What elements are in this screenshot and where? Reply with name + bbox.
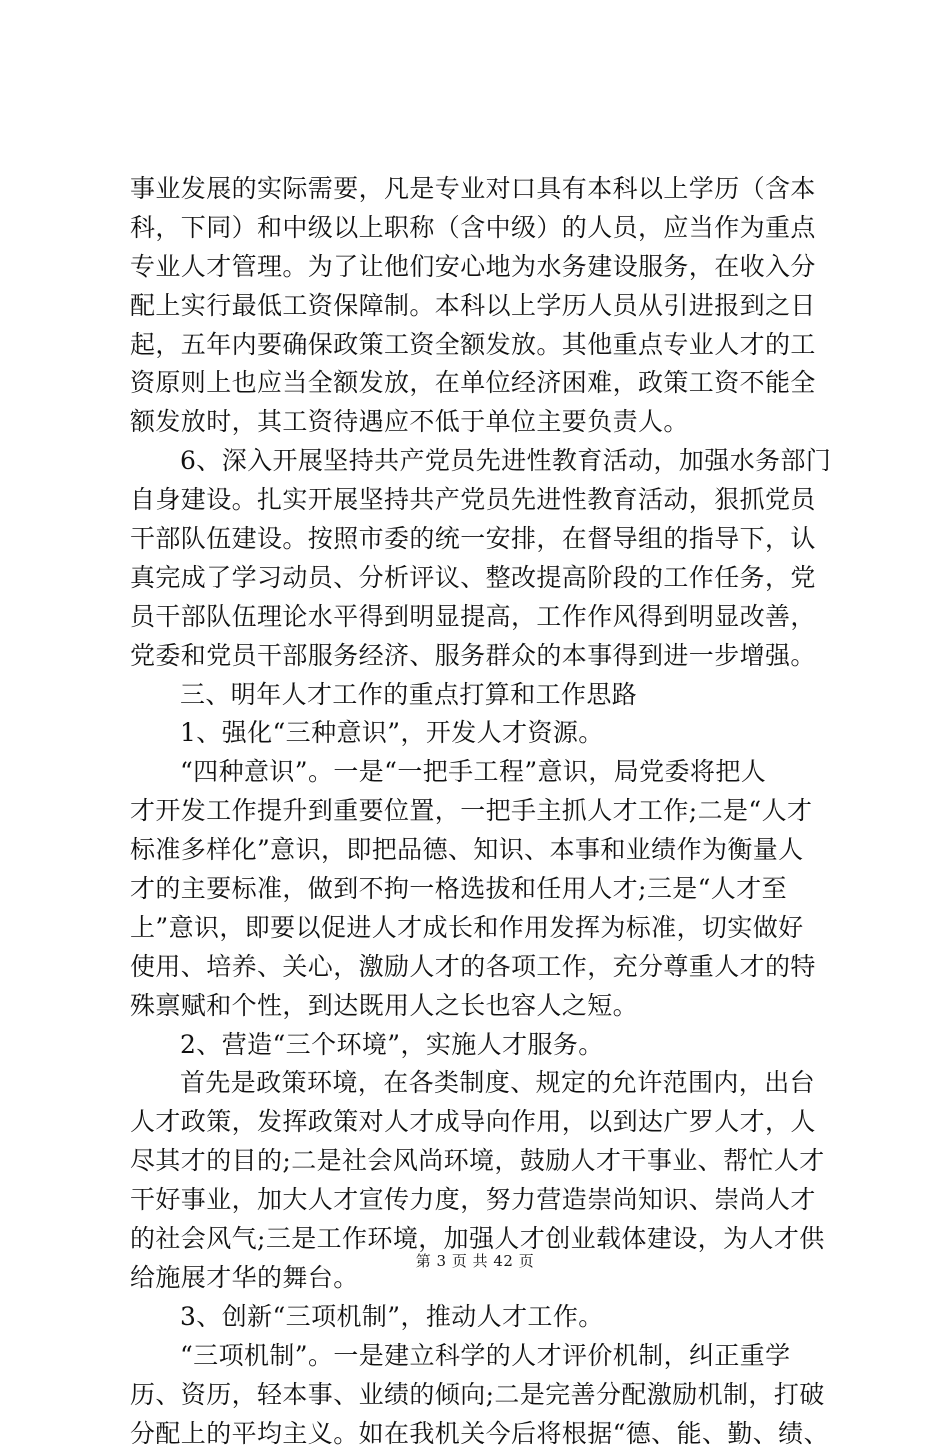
- text-line: 事业发展的实际需要，凡是专业对口具有本科以上学历（含本: [130, 170, 830, 209]
- text-line: 历、资历，轻本事、业绩的倾向;二是完善分配激励机制，打破: [130, 1376, 830, 1415]
- text-line: 干好事业，加大人才宣传力度，努力营造崇尚知识、崇尚人才: [130, 1181, 830, 1220]
- section-heading: 三、明年人才工作的重点打算和工作思路: [130, 676, 830, 715]
- text-line: 党委和党员干部服务经济、服务群众的本事得到进一步增强。: [130, 637, 830, 676]
- text-line: 自身建设。扎实开展坚持共产党员先进性教育活动，狠抓党员: [130, 481, 830, 520]
- text-line: 使用、培养、关心，激励人才的各项工作，充分尊重人才的特: [130, 948, 830, 987]
- paragraph-start-line: “三项机制”。一是建立科学的人才评价机制，纠正重学: [130, 1337, 830, 1376]
- text-line: 殊禀赋和个性，到达既用人之长也容人之短。: [130, 987, 830, 1026]
- text-line: 专业人才管理。为了让他们安心地为水务建设服务，在收入分: [130, 248, 830, 287]
- text-line: 才的主要标准，做到不拘一格选拔和任用人才;三是“人才至: [130, 870, 830, 909]
- text-line: 配上实行最低工资保障制。本科以上学历人员从引进报到之日: [130, 287, 830, 326]
- text-line: 的社会风气;三是工作环境，加强人才创业载体建设，为人才供: [130, 1220, 830, 1259]
- paragraph-start-line: 6、深入开展坚持共产党员先进性教育活动，加强水务部门: [130, 442, 830, 481]
- text-line: 尽其才的目的;二是社会风尚环境，鼓励人才干事业、帮忙人才: [130, 1142, 830, 1181]
- text-line: 额发放时，其工资待遇应不低于单位主要负责人。: [130, 403, 830, 442]
- text-line: 上”意识，即要以促进人才成长和作用发挥为标准，切实做好: [130, 909, 830, 948]
- paragraph-start-line: “四种意识”。一是“一把手工程”意识，局党委将把人: [130, 753, 830, 792]
- subsection-heading: 2、营造“三个环境”，实施人才服务。: [130, 1026, 830, 1065]
- text-line: 资原则上也应当全额发放，在单位经济困难，政策工资不能全: [130, 364, 830, 403]
- text-line: 员干部队伍理论水平得到明显提高，工作作风得到明显改善，: [130, 598, 830, 637]
- text-line: 标准多样化”意识，即把品德、知识、本事和业绩作为衡量人: [130, 831, 830, 870]
- subsection-heading: 1、强化“三种意识”，开发人才资源。: [130, 714, 830, 753]
- text-line: 人才政策，发挥政策对人才成导向作用，以到达广罗人才，人: [130, 1103, 830, 1142]
- text-line: 才开发工作提升到重要位置，一把手主抓人才工作;二是“人才: [130, 792, 830, 831]
- text-line: 科，下同）和中级以上职称（含中级）的人员，应当作为重点: [130, 209, 830, 248]
- text-line: 分配上的平均主义。如在我机关今后将根据“德、能、勤、绩、: [130, 1415, 830, 1453]
- text-line: 干部队伍建设。按照市委的统一安排，在督导组的指导下，认: [130, 520, 830, 559]
- text-line: 起，五年内要确保政策工资全额发放。其他重点专业人才的工: [130, 326, 830, 365]
- page-number-footer: 第 3 页 共 42 页: [0, 1250, 950, 1271]
- subsection-heading: 3、创新“三项机制”，推动人才工作。: [130, 1298, 830, 1337]
- text-line: 给施展才华的舞台。: [130, 1259, 830, 1298]
- text-line: 真完成了学习动员、分析评议、整改提高阶段的工作任务，党: [130, 559, 830, 598]
- paragraph-start-line: 首先是政策环境，在各类制度、规定的允许范围内，出台: [130, 1064, 830, 1103]
